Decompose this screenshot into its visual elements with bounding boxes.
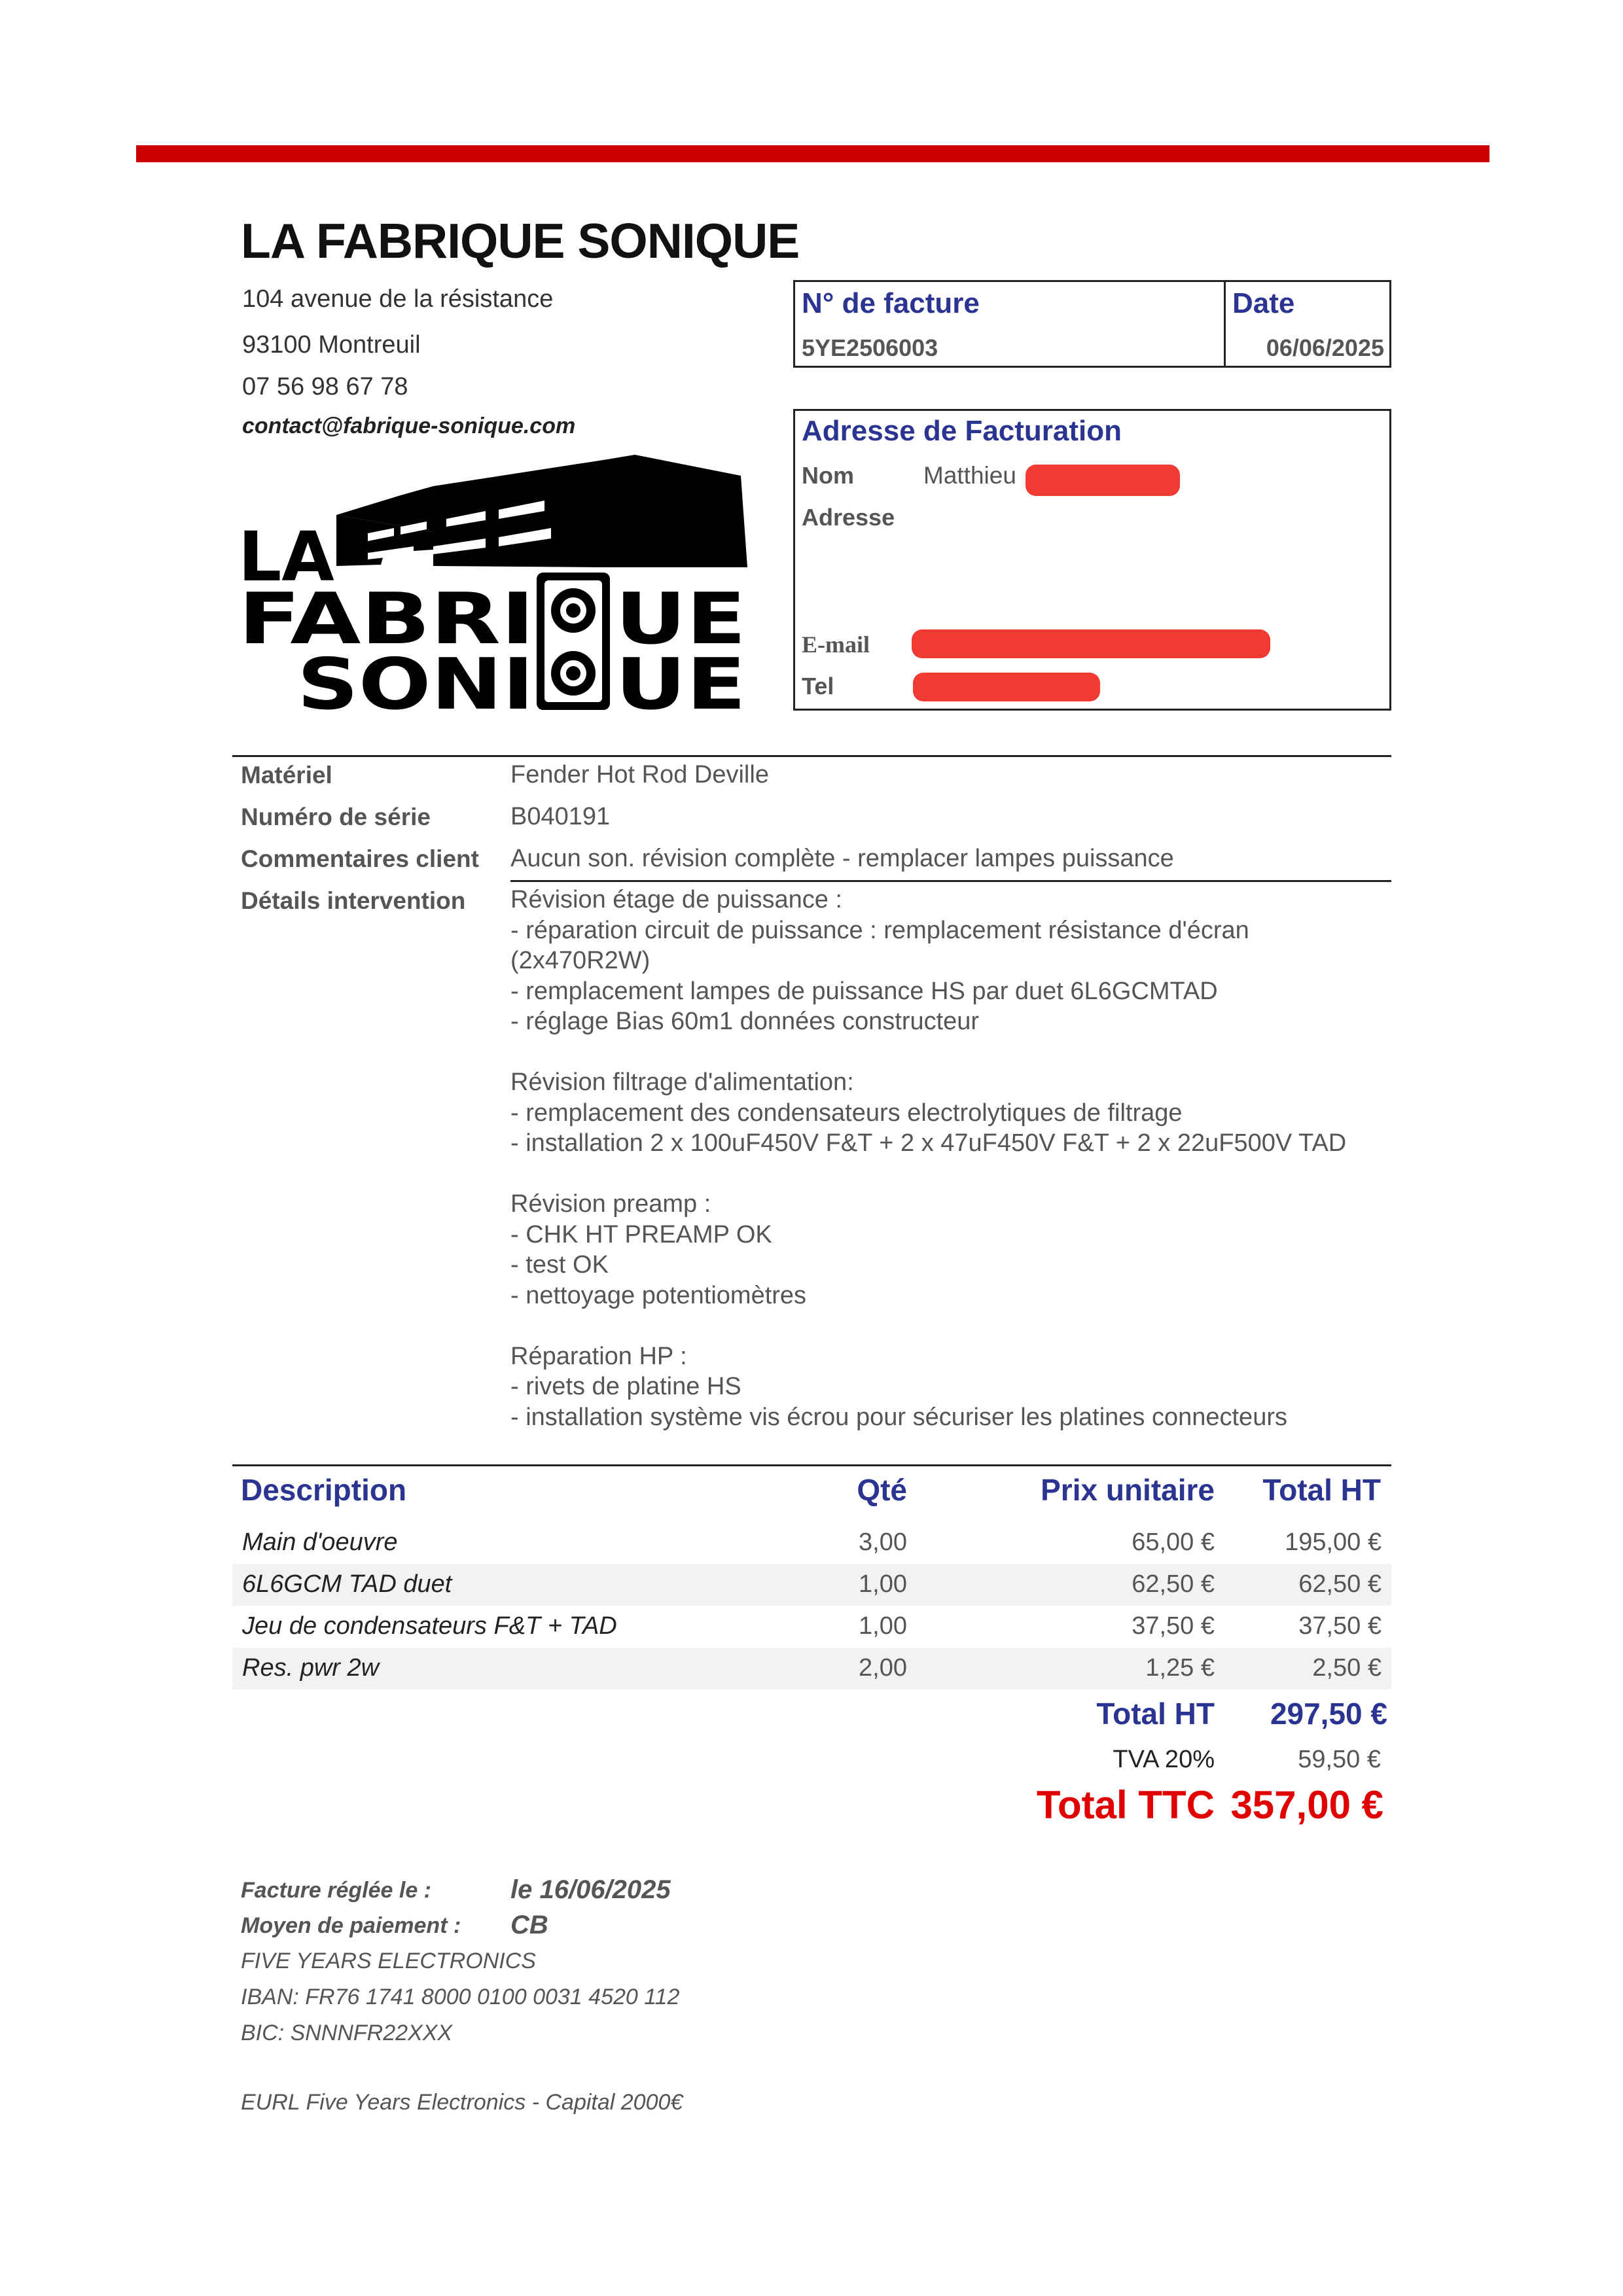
billing-email-label: E-mail xyxy=(802,631,870,658)
item-unit-price: 62,50 € xyxy=(1132,1570,1215,1598)
paid-date-value: le 16/06/2025 xyxy=(510,1875,671,1904)
item-qty: 1,00 xyxy=(859,1612,907,1640)
total-ht-label: Total HT xyxy=(1096,1697,1215,1731)
col-header-description: Description xyxy=(241,1473,407,1507)
material-label: Matériel xyxy=(241,762,332,788)
item-total: 62,50 € xyxy=(1298,1570,1382,1598)
col-header-qty: Qté xyxy=(857,1473,907,1507)
billing-tel-label: Tel xyxy=(802,673,834,699)
item-unit-price: 37,50 € xyxy=(1132,1612,1215,1640)
material-value: Fender Hot Rod Deville xyxy=(510,761,769,788)
table-row xyxy=(232,1606,1391,1648)
comments-label: Commentaires client xyxy=(241,845,479,872)
svg-text:UE: UE xyxy=(615,578,746,660)
total-ttc-value: 357,00 € xyxy=(1230,1783,1383,1827)
item-unit-price: 65,00 € xyxy=(1132,1528,1215,1556)
item-total: 37,50 € xyxy=(1298,1612,1382,1640)
col-header-unit-price: Prix unitaire xyxy=(1041,1473,1215,1507)
company-email: contact@fabrique-sonique.com xyxy=(242,414,576,438)
invoice-info-box xyxy=(793,280,1391,368)
item-unit-price: 1,25 € xyxy=(1145,1654,1215,1682)
item-total: 195,00 € xyxy=(1285,1528,1382,1556)
company-phone: 07 56 98 67 78 xyxy=(242,373,408,400)
svg-text:FABRI: FABRI xyxy=(238,578,535,660)
invoice-number: 5YE2506003 xyxy=(802,334,938,361)
invoice-date-label: Date xyxy=(1232,287,1295,319)
serial-label: Numéro de série xyxy=(241,804,431,830)
svg-text:SONI: SONI xyxy=(297,644,534,716)
billing-name-label: Nom xyxy=(802,462,854,489)
divider xyxy=(510,880,1391,882)
item-description: 6L6GCM TAD duet xyxy=(242,1570,452,1598)
billing-address-label: Adresse xyxy=(802,504,895,531)
invoice-number-label: N° de facture xyxy=(802,287,980,319)
item-description: Res. pwr 2w xyxy=(242,1654,380,1682)
serial-value: B040191 xyxy=(510,803,611,830)
payment-method-label: Moyen de paiement : xyxy=(241,1913,461,1938)
billing-title: Adresse de Facturation xyxy=(802,415,1122,447)
bank-company: FIVE YEARS ELECTRONICS xyxy=(241,1949,536,1973)
item-qty: 3,00 xyxy=(859,1528,907,1556)
item-total: 2,50 € xyxy=(1312,1654,1382,1682)
billing-address-box xyxy=(793,409,1391,711)
divider xyxy=(232,755,1391,757)
legal-mention: EURL Five Years Electronics - Capital 2000€ xyxy=(241,2090,683,2115)
table-row xyxy=(232,1648,1391,1689)
comments-value: Aucun son. révision complète - remplacer lampes puissance xyxy=(510,845,1174,872)
company-name: LA FABRIQUE SONIQUE xyxy=(241,213,800,268)
payment-method-value: CB xyxy=(510,1911,548,1939)
col-header-total: Total HT xyxy=(1262,1473,1381,1507)
company-address-line1: 104 avenue de la résistance xyxy=(242,285,554,313)
tva-label: TVA 20% xyxy=(1113,1746,1215,1773)
details-label: Détails intervention xyxy=(241,887,466,914)
company-address-line2: 93100 Montreuil xyxy=(242,331,421,359)
total-ttc-label: Total TTC xyxy=(1036,1783,1215,1827)
billing-name: Matthieu xyxy=(923,462,1016,489)
tva-value: 59,50 € xyxy=(1298,1746,1381,1773)
item-qty: 1,00 xyxy=(859,1570,907,1598)
total-ht-value: 297,50 € xyxy=(1270,1697,1387,1731)
logo-text-la: LA xyxy=(238,517,334,597)
svg-text:UE: UE xyxy=(615,644,746,716)
header-accent-bar xyxy=(136,145,1489,162)
invoice-date: 06/06/2025 xyxy=(1266,334,1384,361)
company-logo xyxy=(237,455,747,716)
redaction-mark xyxy=(913,673,1100,701)
redaction-mark xyxy=(1026,465,1180,496)
paid-date-label: Facture réglée le : xyxy=(241,1878,432,1903)
table-row xyxy=(232,1564,1391,1606)
item-description: Jeu de condensateurs F&T + TAD xyxy=(242,1612,617,1640)
item-description: Main d'oeuvre xyxy=(242,1528,398,1556)
table-row xyxy=(232,1522,1391,1564)
bank-iban: IBAN: FR76 1741 8000 0100 0031 4520 112 xyxy=(241,1985,680,2009)
bank-bic: BIC: SNNNFR22XXX xyxy=(241,2021,453,2045)
intervention-details: Révision étage de puissance : - réparation circuit de puissance : remplacement résistance d'écran (2x470R2W) - remplacement lampes de puissance HS par duet 6L6GCMTAD - réglage Bias 60m1 données constructeur Révision filtrage d'alimentation: - remplacement des condensateurs electrolytiques de filtrage - installation 2 x 100uF450V F&T + 2 x 47uF450V F&T + 2 x 22uF500V TAD Révision preamp : - CHK HT PREAMP OK - test OK - nettoyage potentiomètres Réparation HP : - rivets de platine HS - installation système vis écrou pour sécuriser les platines connecteurs xyxy=(510,886,1347,1431)
item-qty: 2,00 xyxy=(859,1654,907,1682)
redaction-mark xyxy=(912,629,1270,658)
divider xyxy=(232,1464,1391,1466)
